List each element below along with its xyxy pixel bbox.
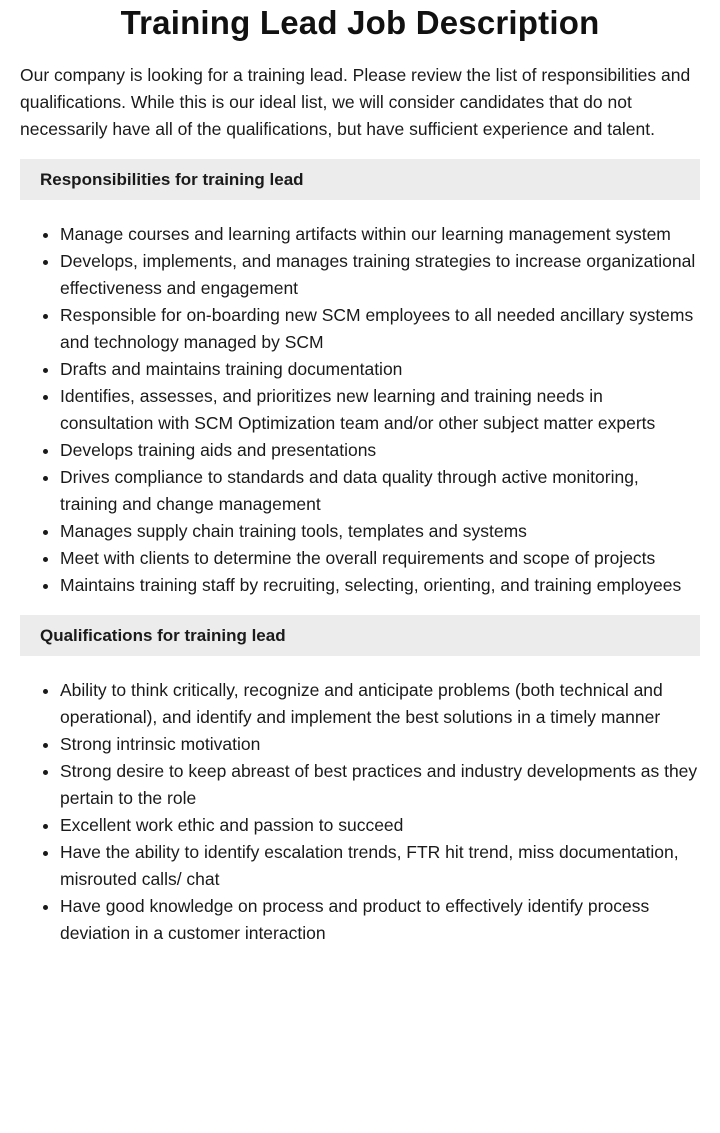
list-item: • Have the ability to identify escalation trends, FTR hit trend, miss documentation, misrouted calls/ chat [60,839,700,893]
list-item: • Strong intrinsic motivation [60,731,700,758]
responsibilities-heading: Responsibilities for training lead [20,159,700,200]
qualifications-list [20,677,700,947]
qualifications-heading: Qualifications for training lead [20,615,700,656]
list-item: • Develops, implements, and manages training strategies to increase organizational effectiveness and engagement [60,248,700,302]
intro-paragraph: Our company is looking for a training lead. Please review the list of responsibilities and qualifications. While this is our ideal list, we will consider candidates that do not necessarily have all of the qualifications, but have sufficient experience and talent. [20,65,691,139]
list-item: • Excellent work ethic and passion to succeed [60,812,700,839]
list-item: • Strong desire to keep abreast of best practices and industry developments as they pertain to the role [60,758,700,812]
list-item: • Drives compliance to standards and data quality through active monitoring, training and change management [60,464,700,518]
responsibilities-list [20,221,700,599]
list-item: • Have good knowledge on process and product to effectively identify process deviation in a customer interaction [60,893,700,947]
list-item: • Meet with clients to determine the overall requirements and scope of projects [60,545,700,572]
list-item: • Drafts and maintains training documentation [60,356,700,383]
list-item: • Responsible for on-boarding new SCM employees to all needed ancillary systems and technology managed by SCM [60,302,700,356]
list-item: • Develops training aids and presentations [60,437,700,464]
list-item: • Identifies, assesses, and prioritizes new learning and training needs in consultation with SCM Optimization team and/or other subject matter experts [60,383,700,437]
page-title: Training Lead Job Description [120,4,600,41]
list-item: • Manage courses and learning artifacts within our learning management system [60,221,700,248]
list-item: • Maintains training staff by recruiting, selecting, orienting, and training employees [60,572,700,599]
list-item: • Ability to think critically, recognize and anticipate problems (both technical and operational), and identify and implement the best solutions in a timely manner [60,677,700,731]
list-item: • Manages supply chain training tools, templates and systems [60,518,700,545]
